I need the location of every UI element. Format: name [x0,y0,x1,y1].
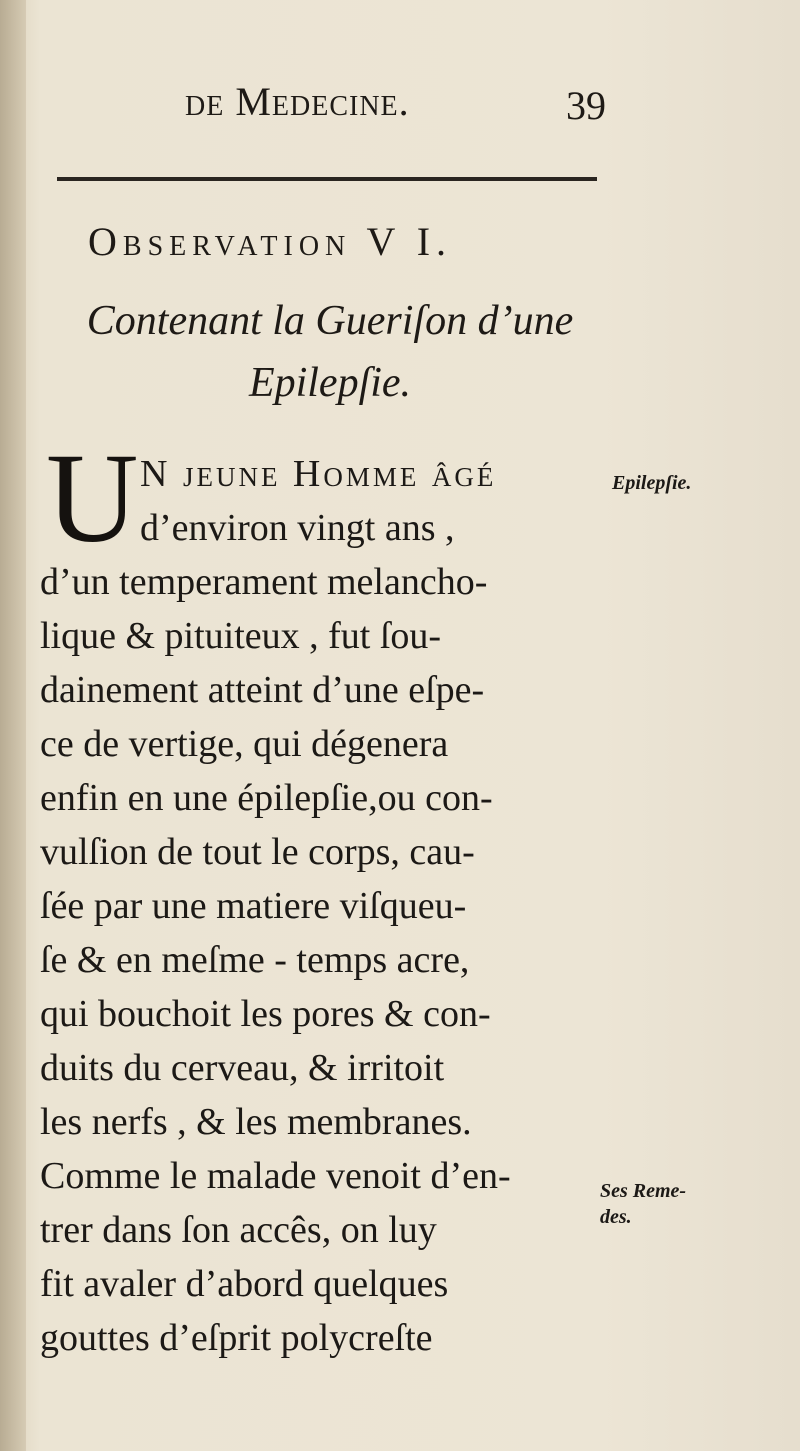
page-number: 39 [566,83,606,128]
header-rule [57,177,597,181]
body-line: trer dans ſon accês, on luy [40,1209,437,1251]
margin-note-epilepsie: Epilepſie. [612,472,692,494]
subtitle-line-1: Contenant la Gueriſon d’une [86,298,574,344]
margin-note-remedes-line2: des. [600,1206,632,1228]
body-line: duits du cerveau, & irritoit [40,1047,445,1089]
body-line: d’environ vingt ans , [140,507,455,549]
body-line: ce de vertige, qui dégenera [40,723,449,765]
body-line: enfin en une épilepſie,ou con- [40,777,493,819]
body-line: lique & pituiteux , fut ſou- [40,615,442,657]
body-line: fit avaler d’abord quelques [40,1263,449,1305]
drop-cap: U [46,427,139,569]
margin-note-remedes-line1: Ses Reme- [600,1180,687,1202]
body-line: qui bouchoit les pores & con- [40,993,491,1035]
body-line: Comme le malade venoit d’en- [40,1155,511,1197]
observation-heading: Observation V I. [88,219,453,264]
body-line: dainement atteint d’une eſpe- [40,669,485,711]
running-title: de Medecine. [185,79,410,124]
body-line: les nerfs , & les membranes. [40,1101,472,1143]
body-line: d’un temperament melancho- [40,561,488,603]
body-line: ſe & en meſme - temps acre, [40,939,470,981]
subtitle [40,290,620,414]
body-line: vulſion de tout le corps, cau- [40,831,475,873]
subtitle-line-2: Epilepſie. [248,360,412,406]
body-line: ſée par une matiere viſqueu- [40,885,467,927]
body-line: gouttes d’eſprit polycreſte [40,1317,433,1359]
body-line: N jeune Homme âgé [140,453,497,495]
page-gutter [0,0,26,1451]
